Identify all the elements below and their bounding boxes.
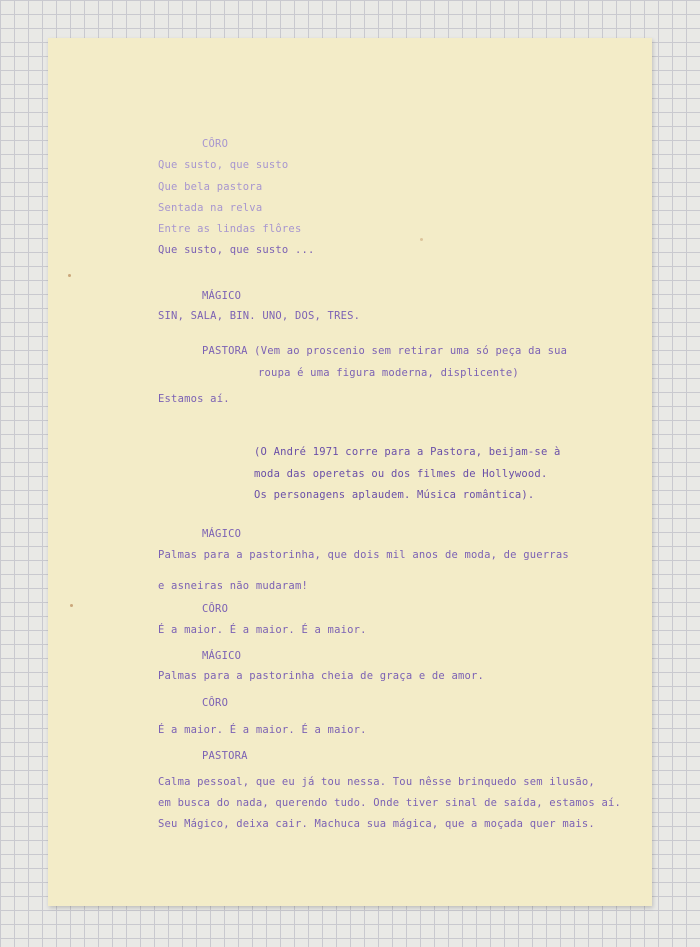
dialogue-line: É a maior. É a maior. É a maior. (158, 624, 367, 636)
dialogue-line: Seu Mágico, deixa cair. Machuca sua mágica, que a moçada quer mais. (158, 818, 595, 830)
coro-heading: CÔRO (202, 697, 229, 709)
dialogue-line: e asneiras não mudaram! (158, 580, 308, 592)
paper-stain (420, 238, 423, 241)
dialogue-line: É a maior. É a maior. É a maior. (158, 724, 367, 736)
coro-heading: CÔRO (202, 603, 229, 615)
song-line: Sentada na relva (158, 202, 263, 214)
song-line: Que bela pastora (158, 181, 263, 193)
paper-stain (68, 274, 71, 277)
stage-direction: Os personagens aplaudem. Música romântica). (254, 489, 535, 501)
pastora-heading: PASTORA (202, 750, 248, 762)
song-line: Que susto, que susto (158, 159, 289, 171)
magico-heading: MÁGICO (202, 290, 242, 302)
stage-direction: moda das operetas ou dos filmes de Hollywood. (254, 468, 548, 480)
typewritten-page (48, 38, 652, 906)
dialogue-line: em busca do nada, querendo tudo. Onde tiver sinal de saída, estamos aí. (158, 797, 622, 809)
dialogue-line: Palmas para a pastorinha, que dois mil anos de moda, de guerras (158, 549, 569, 561)
magico-heading: MÁGICO (202, 528, 242, 540)
pastora-stage-direction: roupa é uma figura moderna, displicente) (258, 367, 519, 379)
magico-heading: MÁGICO (202, 650, 242, 662)
stage-direction: (O André 1971 corre para a Pastora, beijam-se à (254, 446, 561, 458)
paper-stain (70, 604, 73, 607)
dialogue-line: Palmas para a pastorinha cheia de graça e de amor. (158, 670, 485, 682)
dialogue-line: Estamos aí. (158, 393, 230, 405)
dialogue-line: Calma pessoal, que eu já tou nessa. Tou nêsse brinquedo sem ilusão, (158, 776, 595, 788)
pastora-stage-direction: PASTORA (Vem ao proscenio sem retirar uma só peça da sua (202, 345, 568, 357)
song-line: Que susto, que susto ... (158, 244, 315, 256)
dialogue-line: SIN, SALA, BIN. UNO, DOS, TRES. (158, 310, 361, 322)
song-line: Entre as lindas flôres (158, 223, 302, 235)
coro-heading: CÔRO (202, 138, 229, 150)
